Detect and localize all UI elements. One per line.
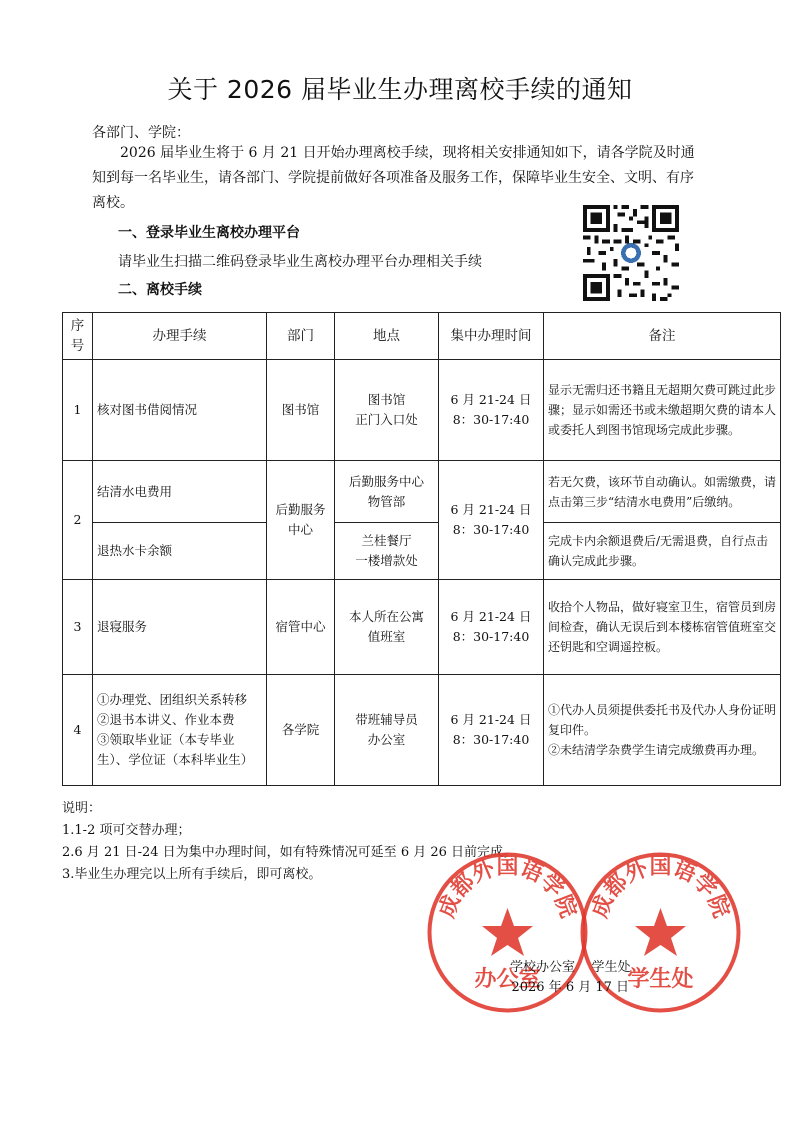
- row-item: 结清水电费用: [93, 461, 267, 523]
- row-dept: 宿管中心: [267, 580, 335, 675]
- header-no: 序号: [63, 313, 93, 360]
- notes-label: 说明：: [62, 801, 102, 816]
- section1-heading: 一、登录毕业生离校办理平台: [118, 225, 300, 241]
- signature-org: 学校办公室 学生处: [510, 960, 631, 975]
- header-note: 备注: [544, 313, 781, 360]
- table-row: [63, 461, 781, 523]
- row-time: 6 月 21-24 日 8：30-17:40: [439, 461, 544, 580]
- table-row: [63, 523, 781, 580]
- row-place: 后勤服务中心 物管部: [335, 461, 439, 523]
- header-place: 地点: [335, 313, 439, 360]
- signature-block: [510, 958, 631, 998]
- header-item: 办理手续: [93, 313, 267, 360]
- row-note: 若无欠费，该环节自动确认。如需缴费，请点击第三步“结清水电费用”后缴纳。: [544, 461, 781, 523]
- page-title: 关于 2026 届毕业生办理离校手续的通知: [167, 75, 633, 104]
- row-item: ①办理党、团组织关系转移 ②退书本讲义、作业本费 ③领取毕业证（本专毕业生）、学位证（本科毕业生）: [93, 675, 267, 786]
- row-note: 完成卡内余额退费后/无需退费，自行点击确认完成此步骤。: [544, 523, 781, 580]
- intro-paragraph: 2026 届毕业生将于 6 月 21 日开始办理离校手续，现将相关安排通知如下，请各学院及时通知到每一名毕业生，请各部门、学院提前做好各项准备及服务工作，保障毕业生安全、文明、有序离校。: [92, 145, 695, 211]
- row-note: ①代办人员须提供委托书及代办人身份证明复印件。 ②未结清学杂费学生请完成缴费再办理。: [544, 675, 781, 786]
- row-time: 6 月 21-24 日 8：30-17:40: [439, 580, 544, 675]
- row-place: 图书馆 正门入口处: [335, 360, 439, 461]
- section2-heading: 二、离校手续: [118, 282, 202, 298]
- row-place: 本人所在公寓 值班室: [335, 580, 439, 675]
- row-no: 1: [63, 360, 93, 461]
- note-item: 2.6 月 21 日-24 日为集中办理时间，如有特殊情况可延至 6 月 26 日前完成。: [62, 845, 517, 860]
- header-time: 集中办理时间: [439, 313, 544, 360]
- row-no: 3: [63, 580, 93, 675]
- section1-text: 请毕业生扫描二维码登录毕业生离校办理平台办理相关手续: [118, 254, 482, 270]
- procedures-table: [62, 312, 781, 786]
- row-item: 退热水卡余额: [93, 523, 267, 580]
- row-dept: 各学院: [267, 675, 335, 786]
- row-time: 6 月 21-24 日 8：30-17:40: [439, 675, 544, 786]
- table-row: [63, 580, 781, 675]
- seal-top-text: 成都外国语学院: [434, 854, 581, 922]
- row-dept: 图书馆: [267, 360, 335, 461]
- row-dept: 后勤服务 中心: [267, 461, 335, 580]
- table-row: [63, 360, 781, 461]
- row-note: 收拾个人物品，做好寝室卫生，宿管员到房间检查，确认无误后到本楼栋宿管值班室交还钥匙和空调遥控板。: [544, 580, 781, 675]
- table-header-row: [63, 313, 781, 360]
- row-note: 显示无需归还书籍且无超期欠费可跳过此步骤；显示如需还书或未缴超期欠费的请本人或委托人到图书馆现场完成此步骤。: [544, 360, 781, 461]
- note-item: 3.毕业生办理完以上所有手续后，即可离校。: [62, 867, 322, 882]
- row-place: 带班辅导员 办公室: [335, 675, 439, 786]
- table-row: [63, 675, 781, 786]
- seal-top-text: 成都外国语学院: [587, 854, 734, 922]
- row-no: 2: [63, 461, 93, 580]
- salutation: 各部门、学院：: [92, 125, 190, 141]
- seal-bottom-text: 办公室: [474, 967, 541, 992]
- row-no: 4: [63, 675, 93, 786]
- row-place: 兰桂餐厅 一楼增款处: [335, 523, 439, 580]
- row-item: 退寝服务: [93, 580, 267, 675]
- seal-bottom-text: 学生处: [627, 967, 694, 992]
- signature-date: 2026 年 6 月 17 日: [511, 980, 630, 995]
- row-item: 核对图书借阅情况: [93, 360, 267, 461]
- row-time: 6 月 21-24 日 8：30-17:40: [439, 360, 544, 461]
- header-dept: 部门: [267, 313, 335, 360]
- note-item: 1.1-2 项可交替办理；: [62, 823, 191, 838]
- qr-code-icon[interactable]: [583, 205, 679, 301]
